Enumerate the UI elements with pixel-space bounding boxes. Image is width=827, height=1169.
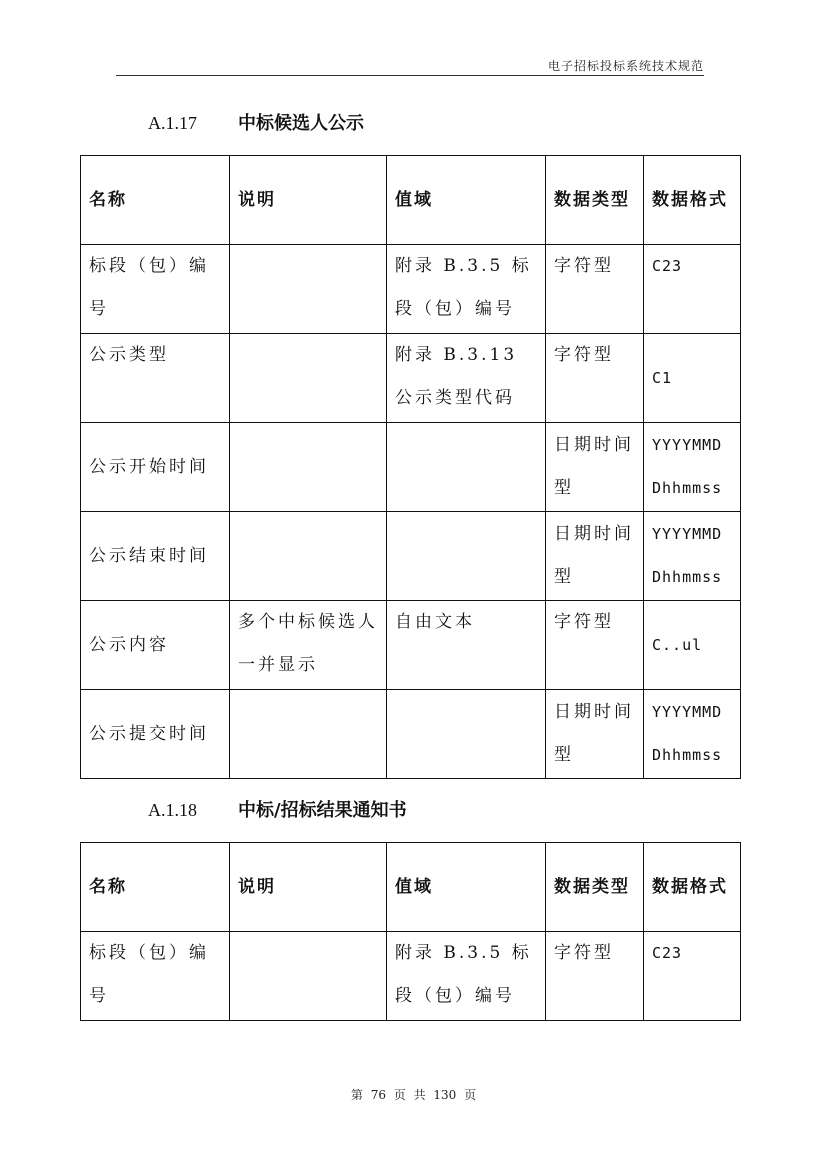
spec-table: [80, 155, 741, 779]
cell-description: [230, 245, 387, 334]
page-footer: 第 76 页 共 130 页: [350, 1088, 477, 1102]
column-header: 值域: [387, 156, 546, 245]
table-row: [81, 690, 741, 779]
cell-description: [230, 512, 387, 601]
cell-description: [230, 423, 387, 512]
header-rule: [116, 75, 704, 76]
column-header: 名称: [81, 843, 230, 932]
cell-description: 多个中标候选人一并显示: [230, 601, 387, 690]
cell-type: 日期时间型: [546, 690, 644, 779]
running-header: 电子招标投标系统技术规范: [547, 59, 704, 73]
cell-name: 标段（包）编号: [81, 245, 230, 334]
spec-table: [80, 842, 741, 1021]
section-number: A.1.17: [148, 113, 197, 133]
section-heading: [148, 108, 364, 138]
section-title: 中标/招标结果通知书: [238, 800, 407, 821]
cell-domain: 附录 B.3.13 公示类型代码: [387, 334, 546, 423]
cell-type: 字符型: [546, 334, 644, 423]
cell-type: 日期时间型: [546, 423, 644, 512]
column-header: 说明: [230, 843, 387, 932]
column-header: 值域: [387, 843, 546, 932]
cell-name: 标段（包）编号: [81, 932, 230, 1021]
cell-format: C1: [644, 334, 741, 423]
table-row: [81, 601, 741, 690]
section-number: A.1.18: [148, 800, 197, 820]
cell-format: YYYYMMDDhhmmss: [644, 423, 741, 512]
cell-domain: [387, 423, 546, 512]
column-header: 说明: [230, 156, 387, 245]
table-header-row: [81, 843, 741, 932]
table-header-row: [81, 156, 741, 245]
cell-name: 公示内容: [81, 601, 230, 690]
table-row: [81, 423, 741, 512]
cell-name: 公示提交时间: [81, 690, 230, 779]
table-row: [81, 334, 741, 423]
table-row: [81, 245, 741, 334]
column-header: 数据类型: [546, 156, 644, 245]
column-header: 名称: [81, 156, 230, 245]
cell-type: 字符型: [546, 245, 644, 334]
section-heading: [148, 795, 407, 825]
cell-name: 公示开始时间: [81, 423, 230, 512]
cell-description: [230, 690, 387, 779]
cell-format: YYYYMMDDhhmmss: [644, 512, 741, 601]
column-header: 数据类型: [546, 843, 644, 932]
cell-domain: 附录 B.3.5 标段（包）编号: [387, 245, 546, 334]
table-row: [81, 512, 741, 601]
cell-type: 日期时间型: [546, 512, 644, 601]
cell-name: 公示类型: [81, 334, 230, 423]
cell-format: YYYYMMDDhhmmss: [644, 690, 741, 779]
column-header: 数据格式: [644, 156, 741, 245]
cell-name: 公示结束时间: [81, 512, 230, 601]
cell-domain: 附录 B.3.5 标段（包）编号: [387, 932, 546, 1021]
cell-type: 字符型: [546, 932, 644, 1021]
cell-format: C..ul: [644, 601, 741, 690]
cell-description: [230, 334, 387, 423]
cell-format: C23: [644, 932, 741, 1021]
table-row: [81, 932, 741, 1021]
section-title: 中标候选人公示: [238, 113, 364, 134]
cell-type: 字符型: [546, 601, 644, 690]
cell-domain: [387, 512, 546, 601]
cell-format: C23: [644, 245, 741, 334]
column-header: 数据格式: [644, 843, 741, 932]
cell-domain: 自由文本: [387, 601, 546, 690]
cell-domain: [387, 690, 546, 779]
cell-description: [230, 932, 387, 1021]
